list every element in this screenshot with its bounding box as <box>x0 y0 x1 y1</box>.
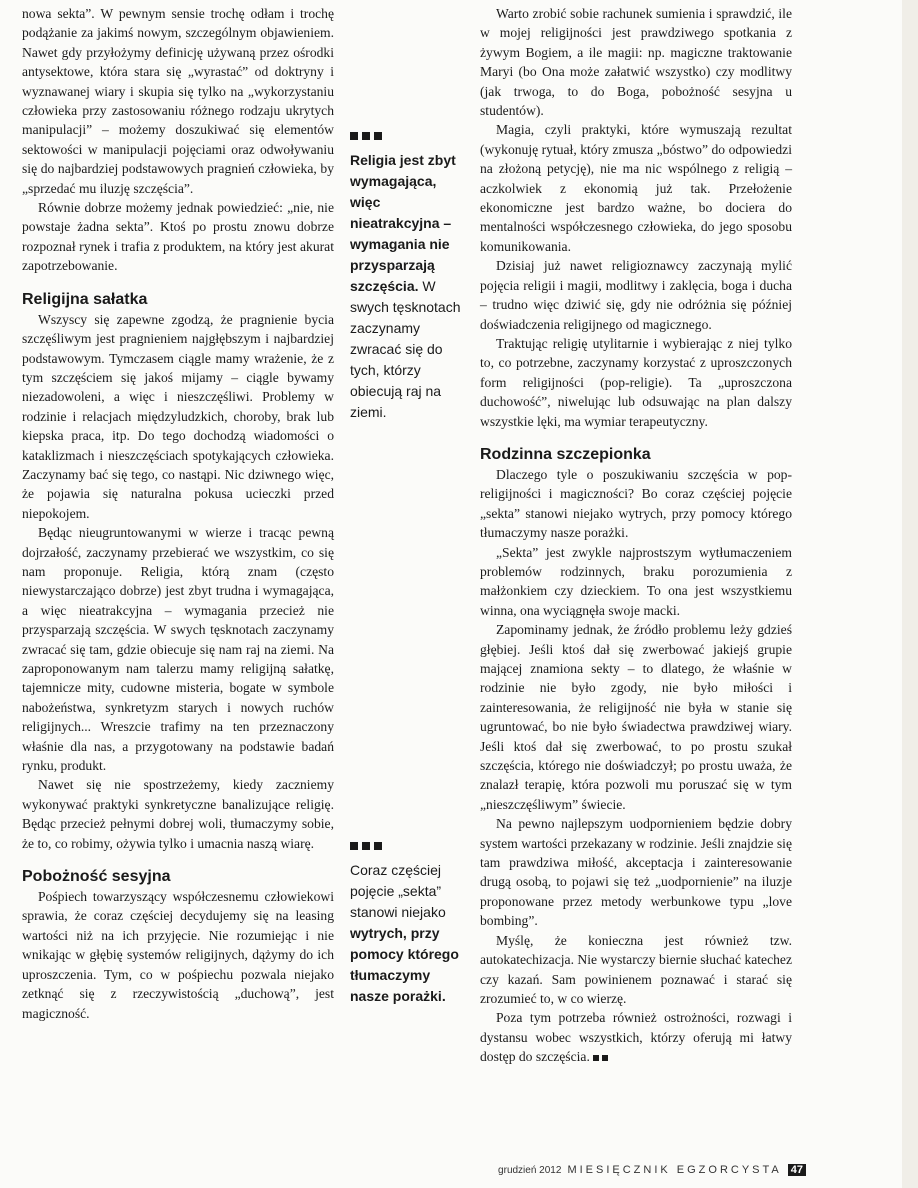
section-heading: Religijna sałatka <box>22 290 148 308</box>
page-edge <box>902 0 918 1188</box>
paragraph: Zapominamy jednak, że źródło problemu leży gdzieś głębiej. Jeśli ktoś dał się zwerbować jakiejś grupie mającej znamiona sekty – to dlatego, że właśnie w rodzinie nie było zgody, nie było miłości i zainteresowania, że religijność nie była w stanie się ugruntować, bo nie było świadectwa prawdziwej wiary. Jeśli ktoś dał się zwerbować, to po prostu szukał szczęścia, którego nie doświadczył; po prostu uważa, że znalazł terapię, która pozwoli mu poruszać się w tym „nieszczęśliwym” świecie. <box>480 622 792 812</box>
pull-quote <box>350 132 462 423</box>
paragraph: nowa sekta”. W pewnym sensie trochę odłam i trochę podążanie za jakimś nowym, szczególnym objawieniem. Nawet gdy przyłożymy definicję używaną przez ośrodki antysektowe, która stara się „wyrastać” od doktryny i wyznawanej wiary i skupia się tylko na „wykorzystaniu człowieka przy zastosowaniu różnego rodzaju ukrytych manipulacji” – możemy doszukiwać się elementów sektowości w manipulacji pojęciami oraz odwoływaniu się do najbardziej podstawowych pragnień człowieka, by „sprzedać mu iluzję szczęścia”. <box>22 6 334 196</box>
pull-quote-text: Coraz częściej pojęcie „sekta” stanowi niejako <box>350 862 446 920</box>
paragraph: Wszyscy się zapewne zgodzą, że pragnienie bycia szczęśliwym jest pragnieniem najgłębszym i najbardziej podstawowym. Tymczasem ciągle mamy wrażenie, że z tym szczęściem się jakoś mijamy – ciągle bywamy niezadowoleni, a więc i nieszczęśliwi. Problemy w rodzinie i relacjach międzyludzkich, choroby, brak lub kiepska praca, itp. Do tego dochodzą wiadomości o kataklizmach i nieszczęściach spotykających człowieka. Zaczynamy bać się tego, co nastąpi. Nic dziwnego więc, że pojawia się naturalna pokusa ucieczki przed niepokojem. <box>22 311 334 521</box>
square-bullets-icon <box>350 842 462 850</box>
paragraph: Dzisiaj już nawet religioznawcy zaczynają mylić pojęcia religii i magii, modlitwy i zaklęcia, boga i ducha – trudno więc dziwić się, gdy nie odróżnia się później doświadczenia religijnego od magicznego. <box>480 258 792 332</box>
paragraph: Równie dobrze możemy jednak powiedzieć: „nie, nie powstaje żadna sekta”. Ktoś po prostu znowu dobrze rozpoznał rynek i trafia z produktem, na który jest akurat zapotrzebowanie. <box>22 200 334 274</box>
pull-quote-text: W swych tęsknotach zaczynamy zwracać się do tych, którzy obiecują raj na ziemi. <box>350 278 461 420</box>
issue-date: grudzień 2012 <box>498 1164 562 1176</box>
pull-quote <box>350 842 462 1007</box>
paragraph: Na pewno najlepszym uodpornieniem będzie dobry system wartości przekazany w rodzinie. Jeśli znajdzie się tam prawdziwa miłość, akceptacja i zainteresowanie drugą osobą, to pojawi się też „uodpornienie” na iluzje proponowane przez metody werbunkowe typu „love bombing”. <box>480 816 792 929</box>
paragraph: Dlaczego tyle o poszukiwaniu szczęścia w pop-religijności i magiczności? Bo coraz częściej pojęcie „sekta” stanowi niejako wytrych, przy pomocy którego tłumaczymy nasze porażki. <box>480 466 792 541</box>
paragraph: Będąc nieugruntowanymi w wierze i tracąc pewną dojrzałość, zaczynamy przebierać we wszystkim, co się nam proponuje. Religia, którą znam (często niewystarczająco dobrze) jest zbyt trudna i wymagająca, a więc nieatrakcyjna – wymagania przecież nie przysparzają szczęścia. W swych tęsknotach zaczynamy zwracać się tam, gdzie obiecuje się nam raj na ziemi. Na zaproponowanym nam talerzu mamy religijną sałatkę, tajemnicze mity, cudowne misteria, bogate w symbole nabożeństwa, synkretyzm starych i nowych ruchów religijnych... Wreszcie trafimy na ten przeznaczony właśnie dla nas, a przygotowany na podstawie badań rynku, produkt. <box>22 525 334 774</box>
paragraph: „Sekta” jest zwykle najprostszym wytłumaczeniem problemów rodzinnych, braku porozumienia z małżonkiem czy dzieckiem. To ona jest wszystkiemu winna, ona wyciągnęła swoje macki. <box>480 544 792 618</box>
section-heading: Pobożność sesyjna <box>22 868 171 886</box>
section-heading: Rodzinna szczepionka <box>480 445 651 463</box>
paragraph: Pośpiech towarzyszący współczesnemu człowiekowi sprawia, że coraz częściej decydujemy się na leasing wartości niż na ich przyjęcie. Nie rozumiejąc i nie wnikając w głębię systemów religijnych, dążymy do ich uproszczenia. Tym, co w pośpiechu pozwala niejako zetknąć się z rzeczywistością „duchową”, jest magiczność. <box>22 889 334 1021</box>
page-footer <box>498 1164 806 1176</box>
paragraph: Warto zrobić sobie rachunek sumienia i sprawdzić, ile w mojej religijności jest prawdziwego spotkania z żywym Bogiem, a ile magii: np. magiczne traktowanie Maryi (bo Ona może załatwić wszystko) czy modlitwy (jak trwoga, to do Boga, pobożność sesyjna u studentów). <box>480 6 792 119</box>
right-column <box>480 4 792 1067</box>
square-bullets-icon <box>350 132 462 140</box>
pull-quote-bold: wytrych, przy pomocy którego tłumaczymy nasze porażki. <box>350 925 459 1004</box>
end-square-icon <box>593 1055 599 1061</box>
paragraph-text: Poza tym potrzeba również ostrożności, rozwagi i dystansu wobec wszystkich, którzy oferują mi łatwy dostęp do szczęścia. <box>480 1010 792 1065</box>
paragraph: Myślę, że konieczna jest również tzw. autokatechizacja. Nie wystarczy biernie słuchać katechez czy kazań. Sam powinienem poznawać i starać się zrozumieć to, w co wierzę. <box>480 932 792 1006</box>
pull-quote-bold: Religia jest zbyt wymagająca, więc nieatrakcyjna – wymagania nie przysparzają szczęścia. <box>350 152 456 294</box>
end-square-icon <box>602 1055 608 1061</box>
left-column <box>22 4 334 1023</box>
magazine-title: MIESIĘCZNIK EGZORCYSTA <box>567 1164 782 1176</box>
page-number: 47 <box>788 1164 806 1176</box>
paragraph: Traktując religię utylitarnie i wybierając z niej tylko to, co potrzebne, zaczynamy korzystać z uproszczonych form religijności (pop-religie). Ta „uproszczona duchowość”, niwelując lub odsuwając na plan dalszy wszystkie lęki, ma wymiar terapeutyczny. <box>480 335 792 429</box>
paragraph <box>480 1008 792 1066</box>
paragraph: Magia, czyli praktyki, które wymuszają rezultat (wykonuję rytuał, który zmusza „bóstwo” do odpowiedzi na złożoną petycję), nie ma nic wspólnego z religią – aczkolwiek z ekonomią już tak. Przełożenie ekonomiczne jest bardzo ważne, bo dociera do mentalności współczesnego człowieka, do jego sposobu komunikowania. <box>480 122 792 254</box>
paragraph: Nawet się nie spostrzeżemy, kiedy zaczniemy wykonywać praktyki synkretyczne banalizujące religię. Będąc przecież pełnymi dobrej woli, tłumaczymy sobie, że to, co robimy, ożywia tylko i umacnia naszą wiarę. <box>22 777 334 851</box>
